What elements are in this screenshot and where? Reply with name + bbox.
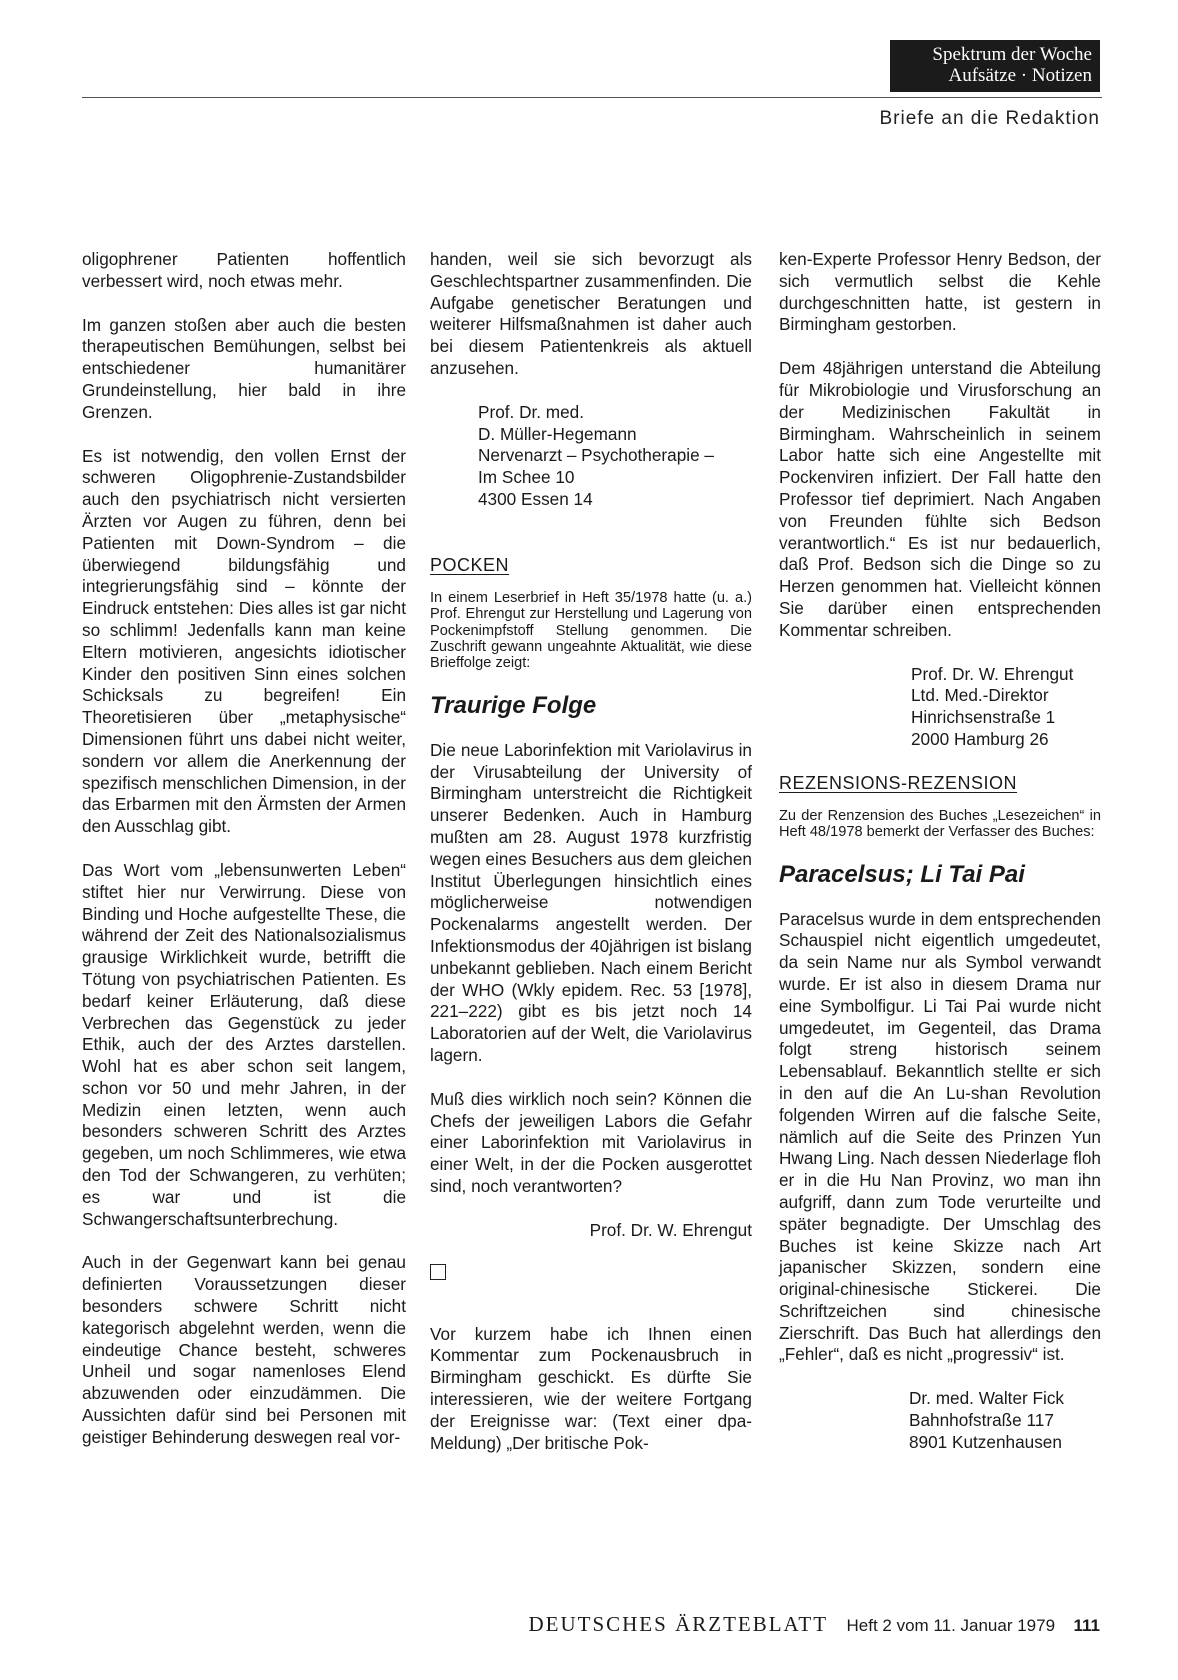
signature-line: D. Müller-Hegemann	[478, 423, 637, 444]
page-number: 111	[1073, 1616, 1100, 1635]
signature-line: Hinrichsenstraße 1	[911, 707, 1056, 728]
header-rule	[82, 97, 1102, 98]
issue-info: Heft 2 vom 11. Januar 1979	[846, 1616, 1056, 1635]
signature-line: 2000 Hamburg 26	[911, 728, 1049, 749]
paragraph: handen, weil sie sich bevorzugt als Geschlechtspartner zusammenfinden. Die Aufgabe genetischer Beratungen und weiterer Hilfsmaßnahmen ist daher auch bei diesem Patientenkreis als aktuell anzusehen.	[430, 249, 752, 378]
signature-fick	[909, 1388, 1101, 1453]
paragraph: Es ist notwendig, den vollen Ernst der schweren Oligophrenie-Zustandsbilder auch den psychiatrisch nicht versierten Ärzten vor Augen zu führen, denn bei Patienten mit Down-Syndrom – die überwiegend bildungsfähig und integrierungsfähig sind – könnte der Eindruck entstehen: Dies alles ist gar nicht so schlimm! Jedenfalls kann man keine Eltern motivieren, angesichts idiotischer Kinder den positiven Sinn eines solchen Schicksals zu begreifen! Ein Theoretisieren über „metaphysische“ Dimensionen führt uns dabei nicht weiter, sondern vor allem die Anerkennung der spezifisch menschlichen Dimension, in der das Erbarmen mit den Ärmsten der Armen den Ausschlag gibt.	[82, 445, 406, 837]
signature-line: Prof. Dr. W. Ehrengut	[911, 663, 1074, 684]
badge-line-2: Aufsätze · Notizen	[948, 65, 1092, 86]
rubric-heading-pocken: POCKEN	[430, 554, 510, 575]
signature-ehrengut-address	[911, 664, 1101, 751]
paragraph: Im ganzen stoßen aber auch die besten therapeutischen Bemühungen, selbst bei entschiedener humanitärer Grundeinstellung, hier bald in ihre Grenzen.	[82, 314, 406, 422]
paragraph: ken-Experte Professor Henry Bedson, der sich vermutlich selbst die Kehle durchgeschnitten hatte, ist gestern in Birmingham gestorben.	[779, 249, 1101, 335]
paragraph: oligophrener Patienten hoffentlich verbessert wird, noch etwas mehr.	[82, 249, 406, 291]
paragraph: Das Wort vom „lebensunwerten Leben“ stiftet hier nur Verwirrung. Diese von Binding und Hoche aufgestellte These, die während der Zeit des Nationalsozialismus grausige Wirklichkeit wurde, betrifft die Tötung von psychiatrischen Patienten. Es bedarf keiner Erläuterung, daß diese Verbrechen das Gegenstück zu jeder Ethik, auch der des Arztes darstellen. Wohl hat es aber schon seit langem, schon vor 50 und mehr Jahren, in der Medizin einen letzten, wenn auch besonders schweren Schritt des Arztes gegeben, um noch Schlimmeres, wie etwa den Tod der Schwangeren, zu verhüten; es war und ist die Schwangerschaftsunterbrechung.	[82, 859, 406, 1229]
signature-line: Bahnhofstraße 117	[909, 1410, 1054, 1431]
journal-name: DEUTSCHES ÄRZTEBLATT	[528, 1612, 829, 1636]
end-of-article-box	[430, 1264, 446, 1280]
column-3	[779, 249, 1101, 1476]
paragraph: Die neue Laborinfektion mit Variolavirus in der Virusabteilung der University of Birmingham unterstreicht die Richtigkeit unserer Bedenken. Auch in Hamburg mußten am 28. August 1978 kurzfristig wegen eines Besuchers aus dem gleichen Institut Überlegungen hinsichtlich eines möglicherweise notwendigen Pockenalarms angestellt werden. Der Infektionsmodus der 40jährigen ist bislang unbekannt geblieben. Nach einem Bericht der WHO (Wkly epidem. Rec. 53 [1978], 221–222) gibt es bis jetzt noch 14 Laboratorien auf der Welt, die Variolavirus lagern.	[430, 739, 752, 1065]
signature-line: Prof. Dr. W. Ehrengut	[589, 1219, 752, 1240]
signature-line: 4300 Essen 14	[478, 488, 593, 509]
editorial-intro: In einem Leserbrief in Heft 35/1978 hatte (u. a.) Prof. Ehrengut zur Herstellung und Lagerung von Pockenimpfstoff Stellung genommen. Die Zuschrift gewann ungeahnte Aktualität, wie diese Brieffolge zeigt:	[430, 589, 752, 672]
signature-line: Nervenarzt – Psychotherapie –	[478, 445, 714, 466]
column-1	[82, 249, 406, 1471]
signature-line: Prof. Dr. med.	[478, 401, 585, 422]
letter-title: Paracelsus; Li Tai Pai	[779, 860, 1025, 888]
signature-mueller-hegemann	[478, 402, 752, 511]
signature-line: Im Schee 10	[478, 467, 575, 488]
section-badge	[890, 40, 1100, 92]
rubric-heading-rezension: REZENSIONS-REZENSION	[779, 772, 1018, 793]
column-2	[430, 249, 752, 1476]
section-title: Briefe an die Redaktion	[879, 108, 1100, 129]
paragraph: Auch in der Gegenwart kann bei genau definierten Voraussetzungen dieser besonders schwere Schritt nicht kategorisch abgelehnt werden, wenn die eindeutige Chance besteht, schweres Unheil und sogar namenloses Elend abzuwenden oder einzudämmen. Die Aussichten dafür sind bei Personen mit geistiger Behinderung deswegen real vor-	[82, 1252, 406, 1447]
signature-line: Ltd. Med.-Direktor	[911, 685, 1049, 706]
letter-title: Traurige Folge	[430, 691, 597, 719]
paragraph: Dem 48jährigen unterstand die Abteilung für Mikrobiologie und Virusforschung an der Medizinischen Fakultät in Birmingham. Wahrscheinlich in seinem Labor hatte sich eine Angestellte mit Pockenviren infiziert. Der Fall hatte den Professor tief deprimiert. Nach Angaben von Freunden fühlte sich Bedson verantwortlich.“ Es ist nur bedauerlich, daß Prof. Bedson sich die Dinge so zu Herzen genommen hat. Vielleicht können Sie darüber einen entsprechenden Kommentar schreiben.	[779, 358, 1101, 640]
editorial-intro: Zu der Renzension des Buches „Lesezeichen“ in Heft 48/1978 bemerkt der Verfasser des Buches:	[779, 807, 1101, 841]
signature-ehrengut	[430, 1220, 752, 1242]
signature-line: 8901 Kutzenhausen	[909, 1431, 1062, 1452]
badge-line-1: Spektrum der Woche	[932, 44, 1092, 65]
paragraph: Muß dies wirklich noch sein? Können die Chefs der jeweiligen Labors die Gefahr einer Laborinfektion mit Variolavirus in einer Welt, in der die Pocken ausgerottet sind, noch verantworten?	[430, 1088, 752, 1196]
paragraph: Paracelsus wurde in dem entsprechenden Schauspiel nicht eigentlich umgedeutet, da sein Name nur als Symbol verwandt wurde. Er ist also in diesem Drama nur eine Symbolfigur. Li Tai Pai wurde nicht umgedeutet, im Gegenteil, das Drama folgt streng historisch seinem Lebensablauf. Bekanntlich stellte er sich in den auf die An Lu-shan Revolution folgenden Wirren auf die falsche Seite, nämlich auf die Seite des Prinzen Yun Hwang Ling. Nach dessen Niederlage floh er in die Hu Nan Provinz, wo man ihn aufgriff, dann zum Tode verurteilte und später begnadigte. Der Umschlag des Buches ist keine Skizze nach Art japanischer Skizzen, sondern eine original-chinesische Stickerei. Die Schriftzeichen sind chinesische Zierschrift. Das Buch hat allerdings den „Fehler“, daß es nicht „progressiv“ ist.	[779, 908, 1101, 1365]
signature-line: Dr. med. Walter Fick	[909, 1388, 1065, 1409]
page-footer	[528, 1612, 1100, 1637]
paragraph: Vor kurzem habe ich Ihnen einen Kommentar zum Pockenausbruch in Birmingham geschickt. Es dürfte Sie interessieren, wie der weitere Fortgang der Ereignisse war: (Text einer dpa-Meldung) „Der britische Pok-	[430, 1323, 752, 1453]
